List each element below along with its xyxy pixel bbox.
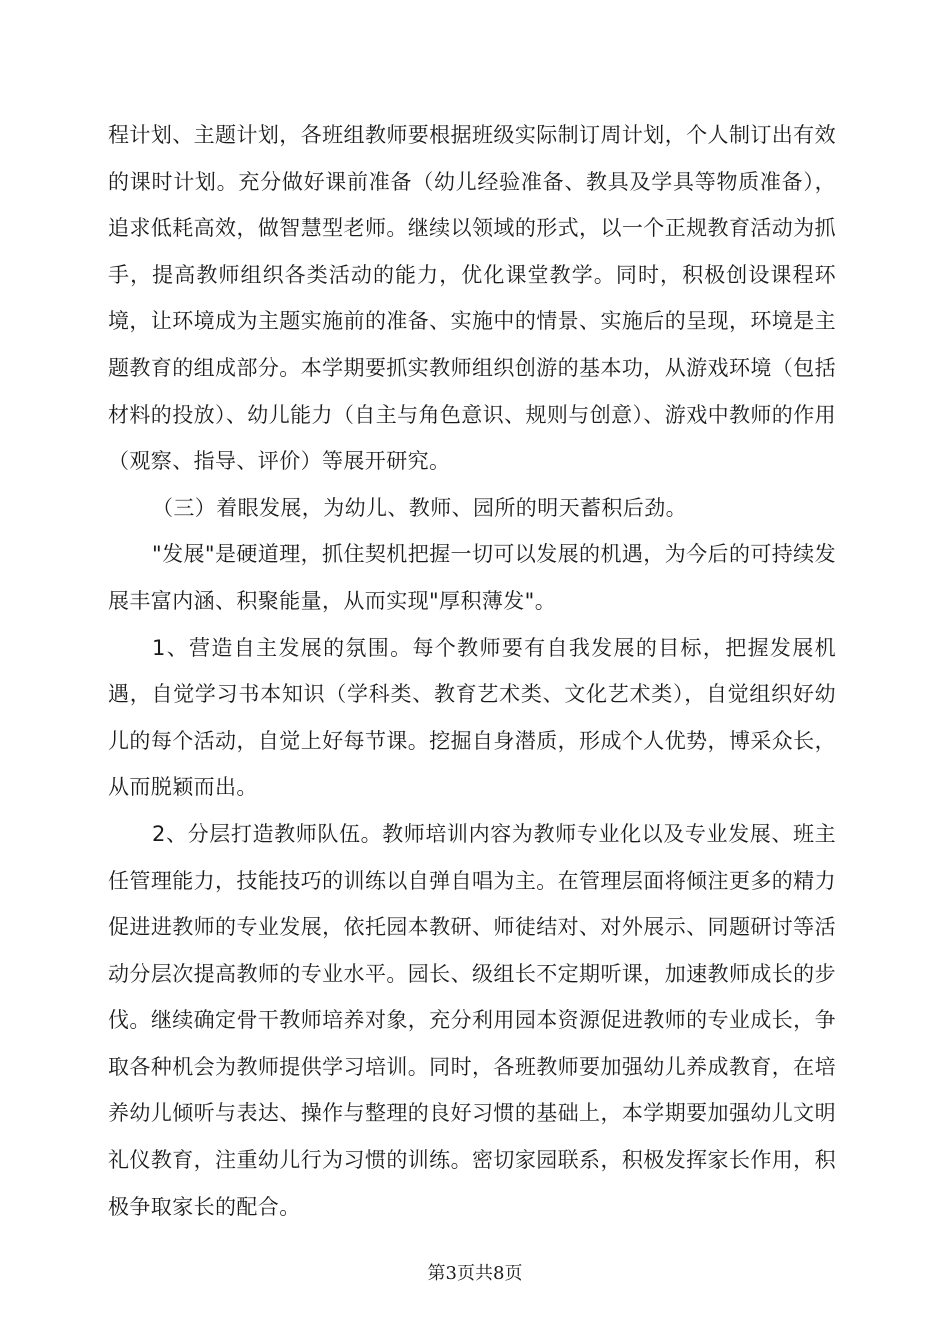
paragraph-item-2: 2、分层打造教师队伍。教师培训内容为教师专业化以及专业发展、班主任管理能力，技能技巧的训练以自弹自唱为主。在管理层面将倾注更多的精力促进进教师的专业发展，依托园本教研、师徒结对、对外展示、同题研讨等活动分层次提高教师的专业水平。园长、级组长不定期听课，加速教师成长的步伐。继续确定骨干教师培养对象，充分利用园本资源促进教师的专业成长，争取各种机会为教师提供学习培训。同时，各班教师要加强幼儿养成教育，在培养幼儿倾听与表达、操作与整理的良好习惯的基础上，本学期要加强幼儿文明礼仪教育，注重幼儿行为习惯的训练。密切家园联系，积极发挥家长作用，积极争取家长的配合。	[108, 821, 836, 1219]
page-number-footer: 第3页共8页	[427, 1263, 523, 1284]
section-heading: （三）着眼发展，为幼儿、教师、园所的明天蓄积后劲。	[152, 495, 687, 520]
paragraph-continued: 程计划、主题计划，各班组教师要根据班级实际制订周计划，个人制订出有效的课时计划。充分做好课前准备（幼儿经验准备、教具及学具等物质准备），追求低耗高效，做智慧型老师。继续以领域的形式，以一个正规教育活动为抓手，提高教师组织各类活动的能力，优化课堂教学。同时，积极创设课程环境，让环境成为主题实施前的准备、实施中的情景、实施后的呈现，环境是主题教育的组成部分。本学期要抓实教师组织创游的基本功，从游戏环境（包括材料的投放）、幼儿能力（自主与角色意识、规则与创意）、游戏中教师的作用（观察、指导、评价）等展开研究。	[108, 123, 836, 474]
document-body	[108, 112, 836, 1230]
paragraph-development: "发展"是硬道理，抓住契机把握一切可以发展的机遇，为今后的可持续发展丰富内涵、积聚能量，从而实现"厚积薄发"。	[108, 542, 836, 613]
paragraph-item-1: 1、营造自主发展的氛围。每个教师要有自我发展的目标，把握发展机遇，自觉学习书本知识（学科类、教育艺术类、文化艺术类），自觉组织好幼儿的每个活动，自觉上好每节课。挖掘自身潜质，形成个人优势，博采众长，从而脱颖而出。	[108, 635, 836, 800]
